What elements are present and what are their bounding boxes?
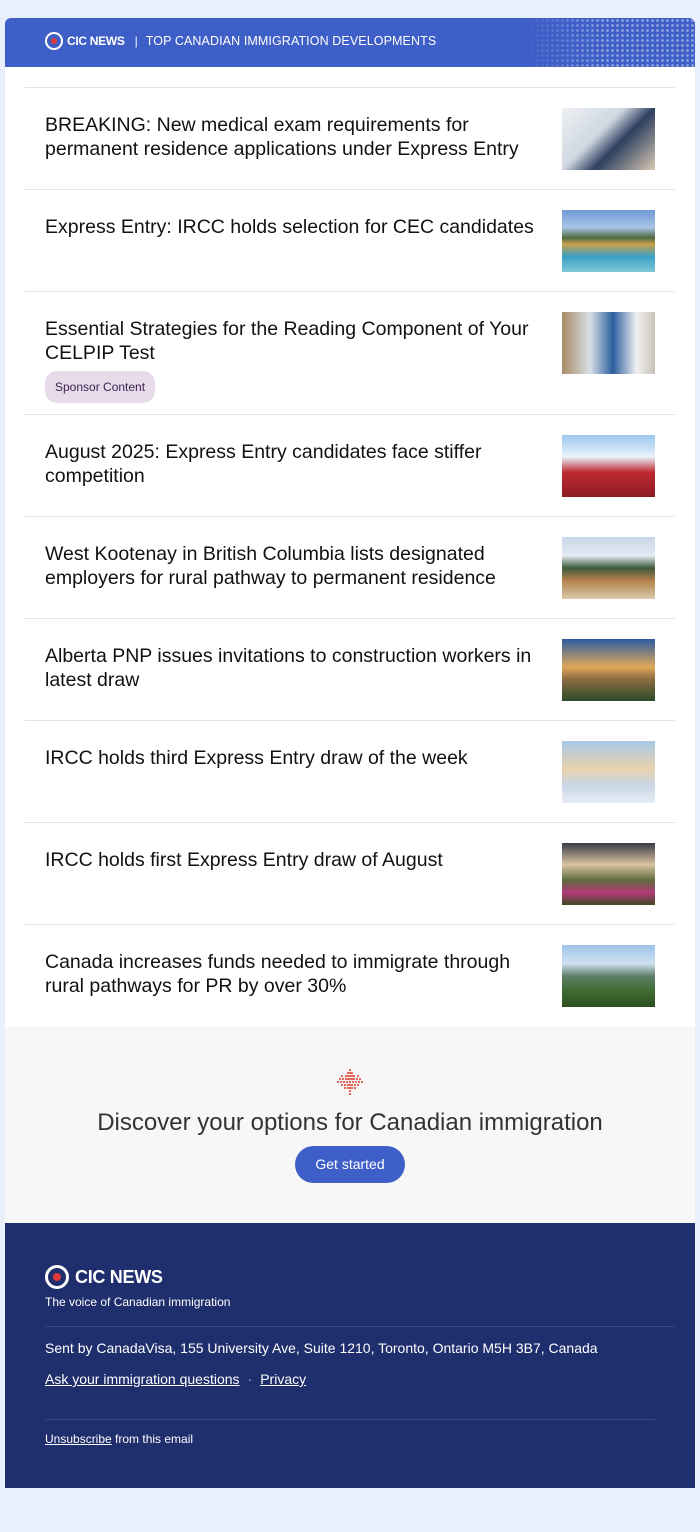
world-map-dots-decoration <box>525 18 695 67</box>
valley-landscape-photo[interactable] <box>562 945 655 1007</box>
footer-links <box>45 1371 306 1387</box>
unsubscribe-line <box>45 1432 193 1446</box>
cta-section <box>5 1027 695 1223</box>
cta-heading: Discover your options for Canadian immigration <box>97 1109 603 1136</box>
privacy-link[interactable]: Privacy <box>260 1371 307 1387</box>
article-title[interactable]: West Kootenay in British Columbia lists designated employers for rural pathway to permanent residence <box>45 543 496 589</box>
article-item[interactable] <box>25 619 675 721</box>
rural-town-photo[interactable] <box>562 537 655 599</box>
article-title[interactable]: IRCC holds third Express Entry draw of the week <box>45 747 468 769</box>
article-item[interactable] <box>25 88 675 190</box>
ask-questions-link[interactable]: Ask your immigration questions <box>45 1371 240 1387</box>
unsubscribe-link[interactable]: Unsubscribe <box>45 1432 112 1446</box>
niagara-falls-crowd-photo[interactable] <box>562 435 655 497</box>
footer-brand-text: CIC NEWS <box>75 1266 163 1287</box>
link-separator: · <box>247 1371 253 1387</box>
calgary-skyline-photo[interactable] <box>562 639 655 701</box>
cic-logo-icon <box>45 1265 69 1289</box>
email-footer <box>5 1223 695 1488</box>
article-item[interactable] <box>25 823 675 925</box>
article-item[interactable] <box>25 415 675 517</box>
article-title[interactable]: Alberta PNP issues invitations to construction workers in latest draw <box>45 645 532 691</box>
article-title[interactable]: August 2025: Express Entry candidates face stiffer competition <box>45 441 482 487</box>
article-title[interactable]: Express Entry: IRCC holds selection for CEC candidates <box>45 216 534 238</box>
article-item[interactable] <box>25 925 675 1027</box>
sender-address: Sent by CanadaVisa, 155 University Ave, Suite 1210, Toronto, Ontario M5H 3B7, Canada <box>45 1340 598 1356</box>
student-laptop-photo[interactable] <box>562 312 655 374</box>
article-item[interactable] <box>25 721 675 823</box>
footer-tagline: The voice of Canadian immigration <box>45 1295 231 1309</box>
article-list <box>5 67 695 1027</box>
mountain-wildflowers-photo[interactable] <box>562 843 655 905</box>
cic-logo-icon <box>45 32 63 50</box>
unsubscribe-text: from this email <box>111 1432 194 1446</box>
maple-leaf-dots-icon <box>335 1067 365 1097</box>
header-brand-text: CIC NEWS <box>67 34 125 48</box>
header-separator: | <box>134 34 138 48</box>
doctor-patient-photo[interactable] <box>562 108 655 170</box>
article-item[interactable] <box>25 292 675 415</box>
email-container <box>5 18 695 1488</box>
article-title[interactable] <box>45 317 540 403</box>
article-item[interactable] <box>25 190 675 292</box>
footer-brand[interactable] <box>45 1265 163 1289</box>
article-title[interactable]: IRCC holds first Express Entry draw of August <box>45 849 443 871</box>
footer-divider <box>45 1419 655 1420</box>
article-title[interactable]: Canada increases funds needed to immigrate through rural pathways for PR by over 30% <box>45 951 511 997</box>
toronto-fog-skyline-photo[interactable] <box>562 741 655 803</box>
sponsor-content-badge: Sponsor Content <box>45 371 155 403</box>
article-title[interactable]: BREAKING: New medical exam requirements for permanent residence applications under Express Entry <box>45 114 519 160</box>
header-tagline: TOP CANADIAN IMMIGRATION DEVELOPMENTS <box>145 34 437 48</box>
mountain-river-photo[interactable] <box>562 210 655 272</box>
header-brand[interactable] <box>45 32 436 50</box>
article-title-text[interactable]: Essential Strategies for the Reading Component of Your CELPIP Test <box>45 318 529 364</box>
footer-divider <box>45 1326 675 1327</box>
email-header <box>5 18 695 67</box>
article-item[interactable] <box>25 517 675 619</box>
get-started-button[interactable]: Get started <box>295 1146 405 1183</box>
